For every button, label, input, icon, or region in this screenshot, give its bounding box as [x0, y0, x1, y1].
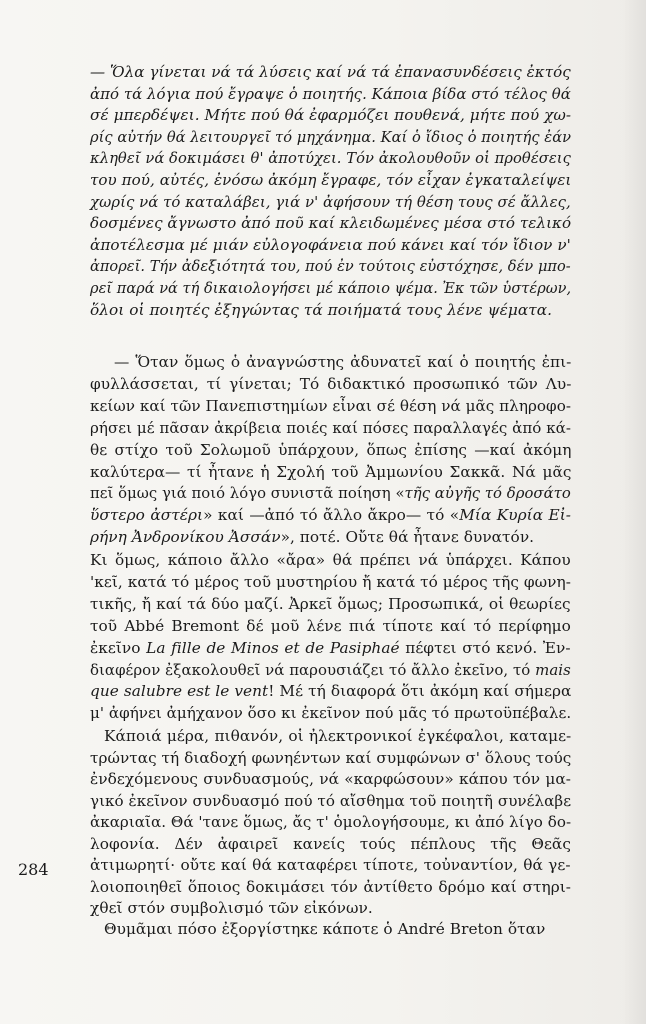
paragraph-2-line: [90, 506, 571, 524]
paragraph-4-line: Κάποιά μέρα, πιθανόν, οἱ ἠλεκτρονικοί ἐγκέφαλοι, καταμε-: [104, 727, 572, 745]
text-run: τικῆς, ἤ καί τά δύο μαζί. Ἀρκεῖ ὅμως; Προσωπικά, οἱ θεωρίες: [90, 594, 571, 613]
italic-text: τῆς αὐγῆς τό δροσάτο: [404, 484, 571, 503]
paragraph-5-line: Θυμᾶμαι πόσο ἐξοργίστηκε κάποτε ὁ André Breton ὅταν: [104, 920, 546, 938]
text-run: φυλλάσσεται, τί γίνεται; Τό διδακτικό προσωπικό τῶν Λυ-: [90, 374, 572, 393]
paragraph-1-line: του πού, αὐτές, ἐνόσω ἀκόμη ἔγραφε, τόν εἶχαν ἐγκαταλείψει: [90, 171, 572, 189]
paragraph-3-line: [90, 617, 571, 635]
paragraph-3-line: [90, 573, 571, 591]
paragraph-4-line: ἀκαριαῖα. Θά 'τανε ὅμως, ἄς τ' ὁμολογήσουμε, κι ἀπό λίγο δο-: [90, 813, 572, 831]
paragraph-3-line: [90, 639, 571, 657]
paragraph-1-line: ἀποτέλεσμα μέ μιάν εὐλογοφάνεια πού κάνει καί τόν ἴδιον ν': [90, 235, 571, 254]
text-run: καλύτερα— τί ἦτανε ἡ Σχολή τοῦ Ἀμμωνίου Σακκᾶ. Νά μᾶς: [90, 462, 572, 481]
paragraph-3-line: [90, 661, 571, 679]
paragraph-1-line: ρίς αὐτήν θά λειτουργεῖ τό μηχάνημα. Καί ὁ ἴδιος ὁ ποιητής ἐάν: [90, 127, 572, 146]
paragraph-4-line: γικό ἐκεῖνον συνδυασμό πού τό αἴσθημα τοῦ ποιητῆ συνέλαβε: [90, 791, 572, 810]
italic-text: ὕστερο ἀστέρι: [90, 506, 204, 525]
text-run: διαφέρον ἐξακολουθεῖ νά παρουσιάζει τό ἄλλο ἐκεῖνο, τό: [90, 660, 536, 679]
paragraph-4-line: ἐνδεχόμενους συνδυασμούς, νά «καρφώσουν» κάπου τόν μα-: [90, 770, 571, 788]
text-run: Κι ὅμως, κάποιο ἄλλο «ἄρα» θά πρέπει νά ὑπάρχει. Κάπου: [90, 551, 571, 569]
paragraph-4-line: ἀτιμωρητί· οὔτε καί θά καταφέρει τίποτε, τοὐναντίον, θά γε-: [90, 856, 571, 874]
text-run: πέφτει στό κενό. Ἐν-: [399, 638, 571, 657]
paragraph-2-line: [90, 375, 571, 393]
paragraph-4-line: λοφονία. Δέν ἀφαιρεῖ κανείς τούς πέπλους τῆς Θεᾶς: [90, 834, 571, 853]
text-run: ρήσει μέ πᾶσαν ἀκρίβεια ποιές καί πόσες παραλλαγές ἀπό κά-: [90, 418, 572, 437]
paragraph-1-line: ἀπορεῖ. Τήν ἀδεξιότητά του, πού ἐν τούτοις εὐστόχησε, δέν μπο-: [90, 257, 571, 276]
paragraph-1-line: — Ὅλα γίνεται νά τά λύσεις καί νά τά ἐπανασυνδέσεις ἐκτός: [90, 63, 571, 81]
paragraph-1-line: ἀπό τά λόγια πού ἔγραψε ὁ ποιητής. Κάποια βίδα στό τέλος θά: [90, 84, 571, 103]
text-run: 'κεῖ, κατά τό μέρος τοῦ μυστηρίου ἤ κατά τό μέρος τῆς φωνη-: [90, 572, 571, 591]
paragraph-1-line: ρεῖ παρά νά τή δικαιολογήσει μέ κάποιο ψέμα. Ἐκ τῶν ὑστέρων,: [90, 279, 572, 297]
paragraph-1-line: δοσμένες ἄγνωστο ἀπό ποῦ καί κλειδωμένες μέσα στό τελικό: [90, 214, 572, 233]
page-number: 284: [18, 860, 49, 879]
paragraph-2-line: [90, 441, 571, 459]
paragraph-2-line: [90, 419, 571, 437]
paragraph-1-line: κληθεῖ νά δοκιμάσει θ' ἀποτύχει. Τόν ἀκολουθοῦν οἱ προθέσεις: [90, 149, 571, 168]
text-run: πεῖ ὅμως γιά ποιό λόγο συνιστᾶ ποίηση «: [90, 484, 405, 503]
italic-text: Μία Κυρία Εἰ-: [459, 506, 571, 525]
paragraph-2-line: [114, 353, 571, 371]
text-run: — Ὅταν ὅμως ὁ ἀναγνώστης ἀδυνατεῖ καί ὁ ποιητής ἐπι-: [114, 353, 572, 371]
text-run: μ' ἀφήνει ἀμήχανον ὅσο κι ἐκεῖνον πού μᾶς τό πρωτοϋπέβαλε.: [90, 704, 572, 723]
paragraph-4-line: τρώντας τή διαδοχή φωνηέντων καί συμφώνων σ' ὅλους τούς: [90, 748, 572, 767]
paragraph-4-line: χθεῖ στόν συμβολισμό τῶν εἰκόνων.: [90, 899, 373, 917]
text-run: ἐκεῖνο: [90, 638, 147, 657]
paragraph-1-line: ὅλοι οἱ ποιητές ἐξηγώντας τά ποιήματά τους λένε ψέματα.: [90, 300, 553, 319]
paragraph-2-line: [90, 463, 571, 481]
text-run: », ποτέ. Οὔτε θά ἦτανε δυνατόν.: [280, 528, 535, 547]
text-run: ! Μέ τή διαφορά ὅτι ἀκόμη καί σήμερα: [268, 682, 572, 701]
text-run: τοῦ Abbé Bremont δέ μοῦ λένε πιά τίποτε καί τό περίφημο: [90, 616, 571, 635]
paragraph-2-line: [90, 484, 571, 502]
italic-text: que salubre est le vent: [90, 682, 269, 701]
paragraph-2-line: [90, 528, 534, 546]
paragraph-3-line: [90, 682, 571, 700]
text-run: » καί —ἀπό τό ἄλλο ἄκρο— τό «: [203, 506, 460, 525]
italic-text: mais: [535, 660, 571, 679]
paragraph-3-line: [90, 551, 571, 569]
text-run: θε στίχο τοῦ Σολωμοῦ ὑπάρχουν, ὅπως ἐπίσης —καί ἀκόμη: [90, 440, 572, 459]
text-run: κείων καί τῶν Πανεπιστημίων εἶναι σέ θέση νά μᾶς πληροφο-: [90, 396, 572, 415]
italic-text: ρήνη Ἀνδρονίκου Ἀσσάν: [90, 528, 281, 547]
paragraph-3-line: [90, 704, 571, 722]
paragraph-4-line: λοιοποιηθεῖ ὅποιος δοκιμάσει τόν ἀντίθετο δρόμο καί στηρι-: [90, 877, 572, 896]
italic-text: La fille de Minos et de Pasiphaé: [146, 638, 400, 657]
paragraph-1-line: χωρίς νά τό καταλάβει, γιά ν' ἀφήσουν τή θέση τους σέ ἄλλες,: [90, 192, 571, 211]
paragraph-1-line: σέ μπερδέψει. Μήτε πού θά ἐφαρμόζει πουθενά, μήτε πού χω-: [90, 106, 572, 125]
paragraph-3-line: [90, 595, 571, 613]
paragraph-2-line: [90, 397, 571, 415]
